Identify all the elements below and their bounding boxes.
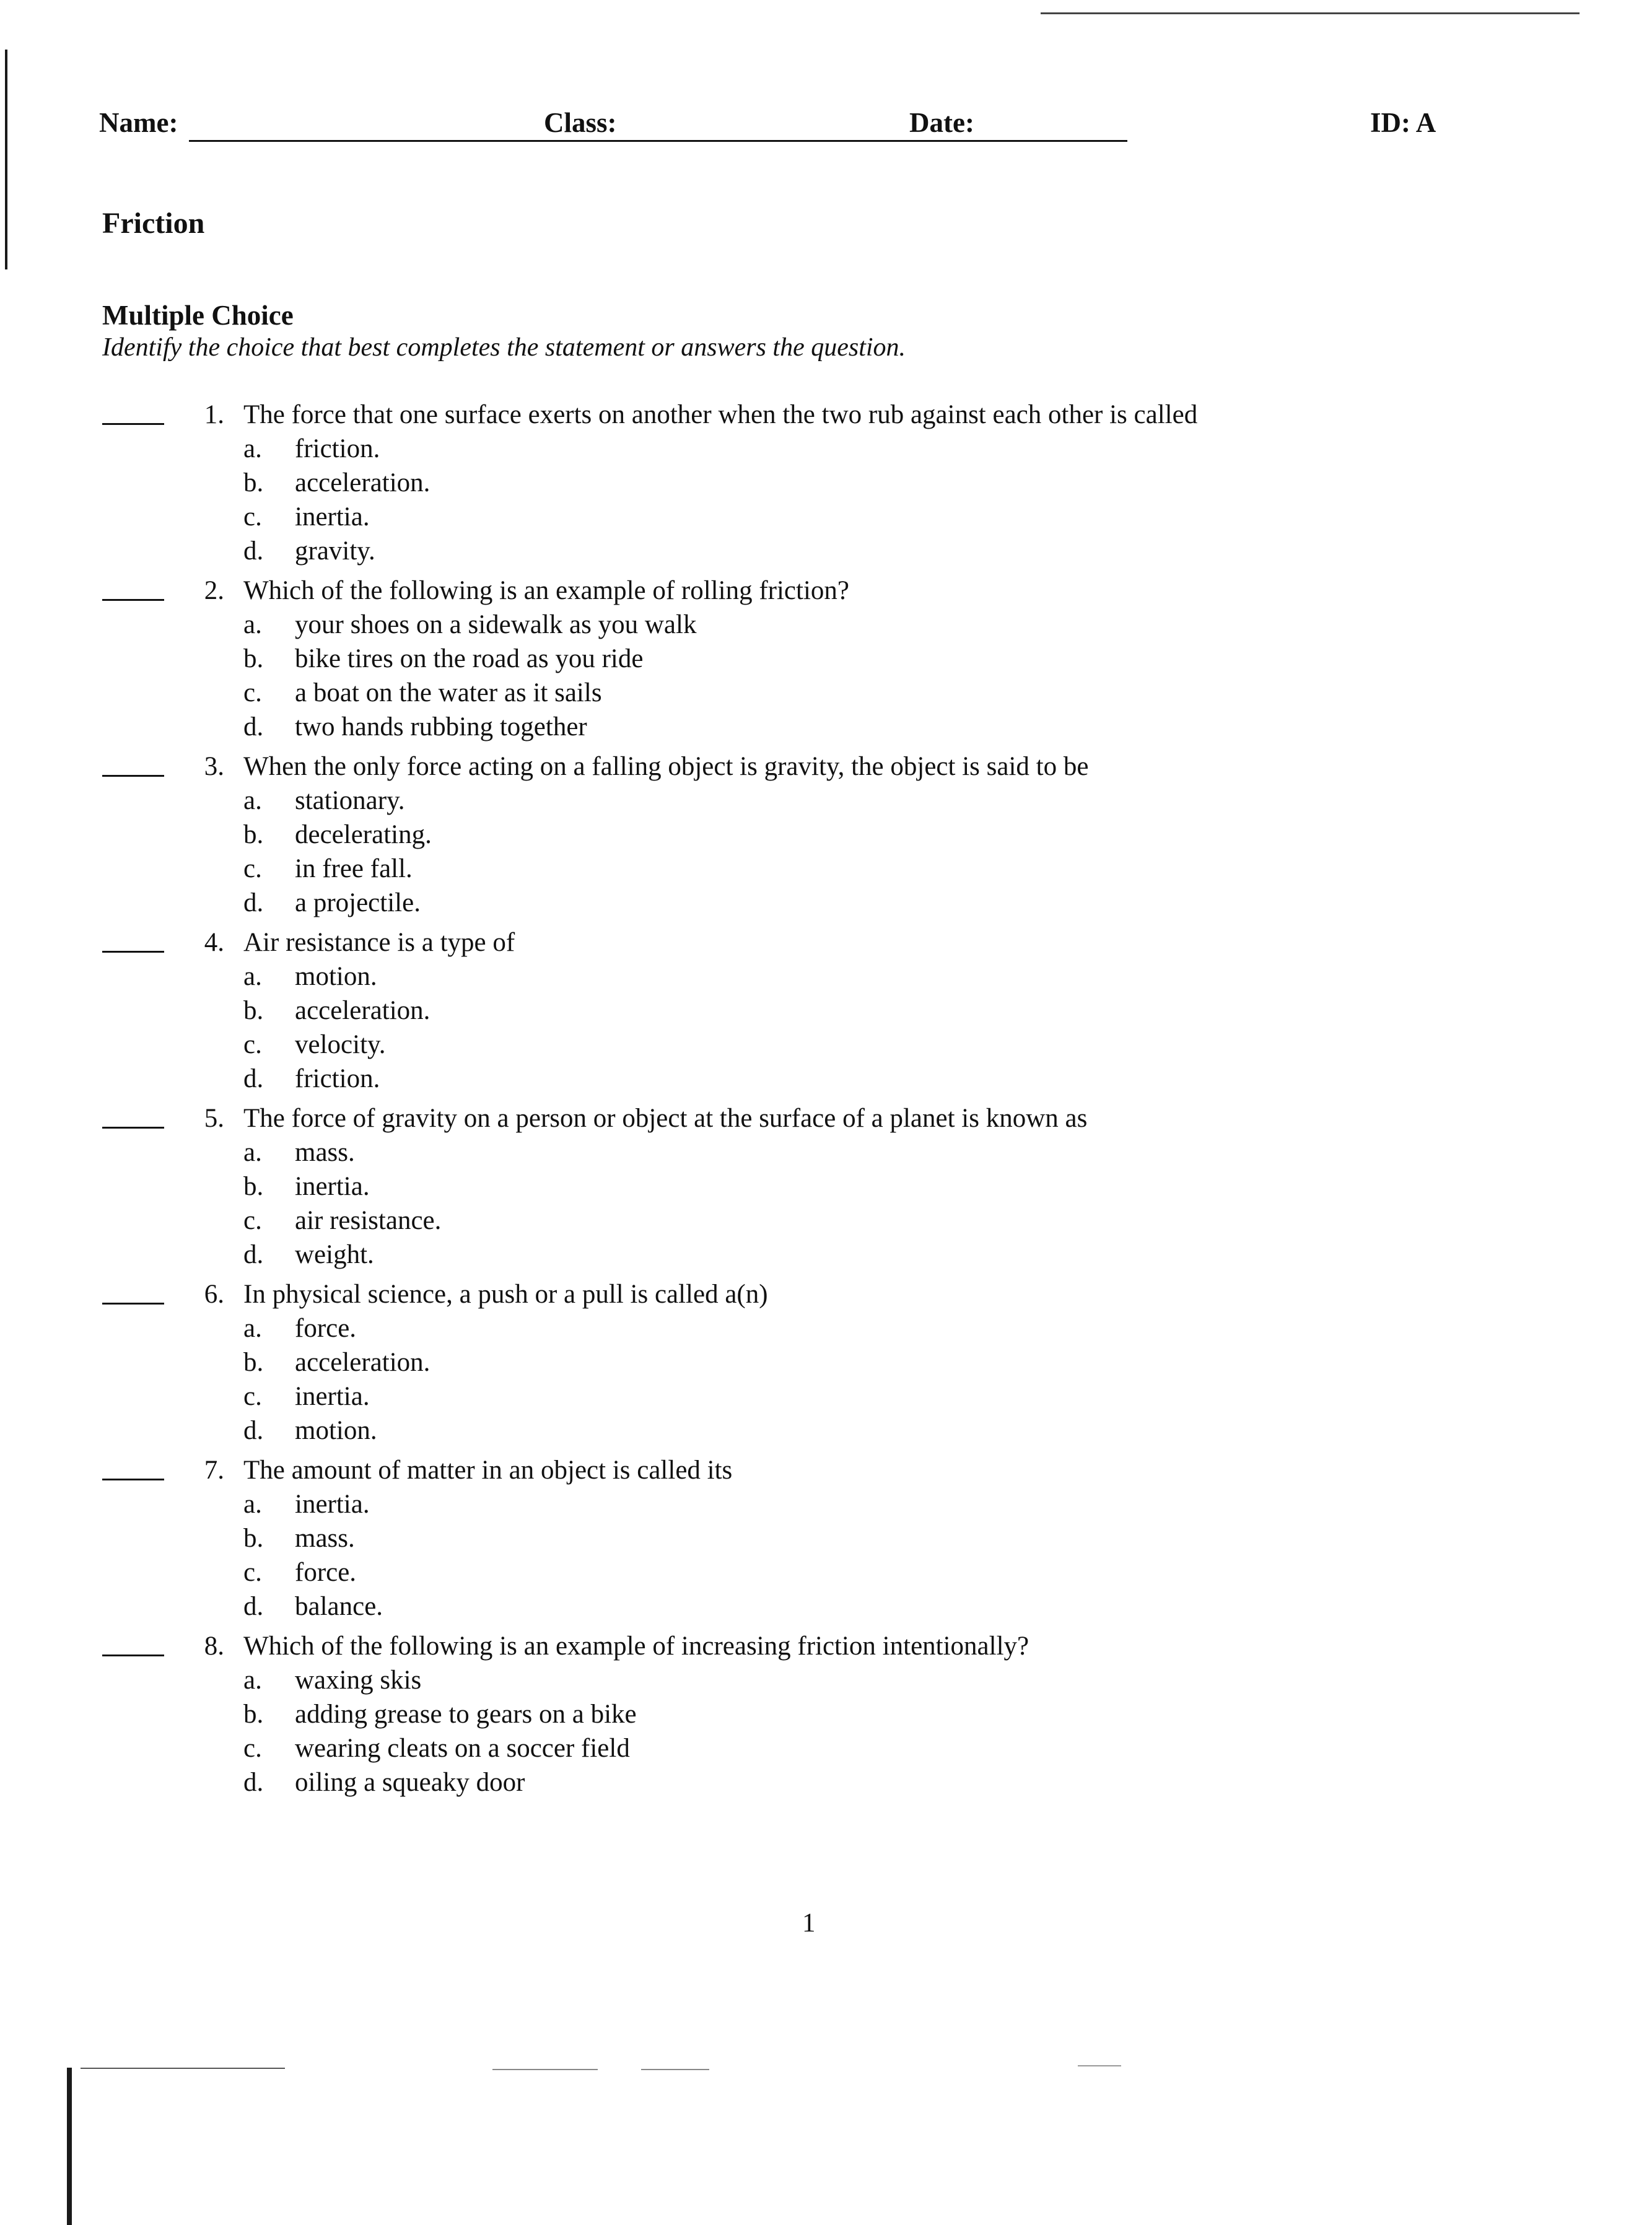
question-number: 3. bbox=[204, 752, 224, 781]
choice-letter: d. bbox=[243, 1592, 264, 1621]
question-number: 2. bbox=[204, 576, 224, 605]
choice-d[interactable] bbox=[0, 712, 991, 746]
scan-edge-bottom-dash-2 bbox=[641, 2069, 709, 2070]
choice-c[interactable] bbox=[0, 678, 991, 712]
choice-letter: d. bbox=[243, 712, 264, 741]
choice-text: two hands rubbing together bbox=[295, 712, 587, 741]
choice-text: weight. bbox=[295, 1240, 374, 1269]
answer-blank-5[interactable] bbox=[102, 1127, 164, 1129]
choice-a[interactable] bbox=[0, 1313, 991, 1347]
header-row bbox=[99, 107, 1449, 150]
choice-letter: d. bbox=[243, 1064, 264, 1093]
choice-letter: b. bbox=[243, 820, 264, 849]
question-stem: The force that one surface exerts on another when the two rub against each other is called bbox=[243, 400, 1198, 429]
choice-text: waxing skis bbox=[295, 1666, 422, 1695]
choice-text: a boat on the water as it sails bbox=[295, 678, 602, 707]
choice-letter: c. bbox=[243, 1206, 262, 1235]
choice-text: inertia. bbox=[295, 1172, 370, 1201]
choice-letter: c. bbox=[243, 1734, 262, 1763]
question-stem: Which of the following is an example of rolling friction? bbox=[243, 576, 849, 605]
choice-letter: d. bbox=[243, 1240, 264, 1269]
choice-a[interactable] bbox=[0, 1137, 991, 1171]
choice-text: wearing cleats on a soccer field bbox=[295, 1734, 630, 1763]
choice-letter: b. bbox=[243, 644, 264, 673]
choice-letter: b. bbox=[243, 996, 264, 1025]
scan-edge-top-right bbox=[1041, 12, 1580, 14]
choice-text: acceleration. bbox=[295, 996, 430, 1025]
page-number: 1 bbox=[802, 1908, 816, 1938]
question-number: 8. bbox=[204, 1632, 224, 1661]
choice-text: stationary. bbox=[295, 786, 405, 815]
choice-letter: b. bbox=[243, 1700, 264, 1729]
choice-b[interactable] bbox=[0, 995, 991, 1029]
choice-text: force. bbox=[295, 1558, 357, 1587]
section-instructions: Identify the choice that best completes the statement or answers the question. bbox=[102, 333, 906, 362]
choice-b[interactable] bbox=[0, 820, 991, 854]
choice-letter: a. bbox=[243, 1666, 262, 1695]
choice-letter: d. bbox=[243, 1768, 264, 1797]
choice-text: oiling a squeaky door bbox=[295, 1768, 525, 1797]
scan-edge-bottom-dash-1 bbox=[492, 2069, 598, 2070]
choice-text: inertia. bbox=[295, 502, 370, 531]
choice-letter: b. bbox=[243, 1172, 264, 1201]
choice-letter: a. bbox=[243, 962, 262, 991]
name-label: Name: bbox=[99, 107, 178, 138]
answer-blank-1[interactable] bbox=[102, 423, 164, 425]
choice-a[interactable] bbox=[0, 961, 991, 995]
question-stem: When the only force acting on a falling object is gravity, the object is said to be bbox=[243, 752, 1089, 781]
choice-b[interactable] bbox=[0, 1523, 991, 1557]
question-number: 6. bbox=[204, 1280, 224, 1309]
choice-text: a projectile. bbox=[295, 888, 421, 917]
scan-edge-bottom-line bbox=[81, 2068, 285, 2069]
choice-letter: c. bbox=[243, 502, 262, 531]
choice-letter: d. bbox=[243, 888, 264, 917]
answer-blank-6[interactable] bbox=[102, 1303, 164, 1305]
choice-b[interactable] bbox=[0, 468, 991, 502]
date-field[interactable] bbox=[984, 140, 1127, 142]
choice-text: friction. bbox=[295, 434, 380, 463]
choice-a[interactable] bbox=[0, 1489, 991, 1523]
choice-text: velocity. bbox=[295, 1030, 386, 1059]
choice-d[interactable] bbox=[0, 536, 991, 570]
choice-d[interactable] bbox=[0, 1591, 991, 1625]
choice-letter: a. bbox=[243, 1138, 262, 1167]
choice-letter: a. bbox=[243, 1490, 262, 1519]
choice-letter: c. bbox=[243, 1558, 262, 1587]
date-label: Date: bbox=[909, 107, 974, 138]
question-number: 4. bbox=[204, 928, 224, 957]
choice-letter: a. bbox=[243, 610, 262, 639]
choice-letter: a. bbox=[243, 434, 262, 463]
choice-text: balance. bbox=[295, 1592, 383, 1621]
choice-text: air resistance. bbox=[295, 1206, 442, 1235]
question-number: 5. bbox=[204, 1104, 224, 1133]
answer-blank-4[interactable] bbox=[102, 951, 164, 953]
choice-text: motion. bbox=[295, 1416, 377, 1445]
choice-c[interactable] bbox=[0, 1205, 991, 1239]
id-label: ID: A bbox=[1370, 107, 1436, 138]
question-stem: The amount of matter in an object is called its bbox=[243, 1456, 733, 1485]
choice-letter: a. bbox=[243, 1314, 262, 1343]
choice-text: gravity. bbox=[295, 536, 375, 566]
choice-text: decelerating. bbox=[295, 820, 432, 849]
scan-edge-top-left bbox=[5, 50, 7, 269]
choice-letter: c. bbox=[243, 1382, 262, 1411]
choice-letter: c. bbox=[243, 854, 262, 883]
question-stem: The force of gravity on a person or object at the surface of a planet is known as bbox=[243, 1104, 1088, 1133]
choice-a[interactable] bbox=[0, 1665, 991, 1699]
choice-c[interactable] bbox=[0, 1557, 991, 1591]
choice-c[interactable] bbox=[0, 1381, 991, 1415]
scan-edge-bottom-left bbox=[67, 2068, 72, 2225]
choice-text: acceleration. bbox=[295, 1348, 430, 1377]
choice-b[interactable] bbox=[0, 1171, 991, 1205]
choice-text: mass. bbox=[295, 1524, 355, 1553]
choice-a[interactable] bbox=[0, 610, 991, 644]
question-number: 7. bbox=[204, 1456, 224, 1485]
choice-text: bike tires on the road as you ride bbox=[295, 644, 644, 673]
scan-edge-bottom-dash-3 bbox=[1078, 2065, 1121, 2066]
choice-b[interactable] bbox=[0, 1699, 991, 1733]
choice-d[interactable] bbox=[0, 1064, 991, 1098]
choice-a[interactable] bbox=[0, 434, 991, 468]
question-stem: Air resistance is a type of bbox=[243, 928, 515, 957]
class-label: Class: bbox=[544, 107, 617, 138]
question-stem: In physical science, a push or a pull is called a(n) bbox=[243, 1280, 768, 1309]
section-heading: Multiple Choice bbox=[102, 300, 294, 331]
choice-text: inertia. bbox=[295, 1490, 370, 1519]
answer-blank-7[interactable] bbox=[102, 1479, 164, 1480]
class-field[interactable] bbox=[626, 140, 995, 142]
choice-text: friction. bbox=[295, 1064, 380, 1093]
question-number: 1. bbox=[204, 400, 224, 429]
choice-c[interactable] bbox=[0, 1029, 991, 1064]
choice-letter: c. bbox=[243, 1030, 262, 1059]
choice-b[interactable] bbox=[0, 644, 991, 678]
choice-text: inertia. bbox=[295, 1382, 370, 1411]
answer-blank-8[interactable] bbox=[102, 1655, 164, 1656]
choice-letter: d. bbox=[243, 536, 264, 566]
choice-text: your shoes on a sidewalk as you walk bbox=[295, 610, 697, 639]
choice-text: in free fall. bbox=[295, 854, 413, 883]
choice-text: mass. bbox=[295, 1138, 355, 1167]
choice-letter: d. bbox=[243, 1416, 264, 1445]
choice-text: acceleration. bbox=[295, 468, 430, 497]
choice-text: force. bbox=[295, 1314, 357, 1343]
choice-d[interactable] bbox=[0, 1767, 991, 1801]
choice-c[interactable] bbox=[0, 854, 991, 888]
choice-d[interactable] bbox=[0, 888, 991, 922]
choice-c[interactable] bbox=[0, 502, 991, 536]
choice-d[interactable] bbox=[0, 1239, 991, 1274]
choice-a[interactable] bbox=[0, 785, 991, 820]
choice-letter: b. bbox=[243, 1524, 264, 1553]
choice-b[interactable] bbox=[0, 1347, 991, 1381]
choice-text: adding grease to gears on a bike bbox=[295, 1700, 637, 1729]
name-field[interactable] bbox=[189, 140, 626, 142]
choice-letter: c. bbox=[243, 678, 262, 707]
choice-letter: b. bbox=[243, 1348, 264, 1377]
choice-letter: a. bbox=[243, 786, 262, 815]
choice-letter: b. bbox=[243, 468, 264, 497]
choice-text: motion. bbox=[295, 962, 377, 991]
answer-blank-2[interactable] bbox=[102, 599, 164, 601]
choice-c[interactable] bbox=[0, 1733, 991, 1767]
page-title: Friction bbox=[102, 207, 205, 240]
choice-d[interactable] bbox=[0, 1415, 991, 1449]
question-stem: Which of the following is an example of increasing friction intentionally? bbox=[243, 1632, 1029, 1661]
answer-blank-3[interactable] bbox=[102, 775, 164, 777]
